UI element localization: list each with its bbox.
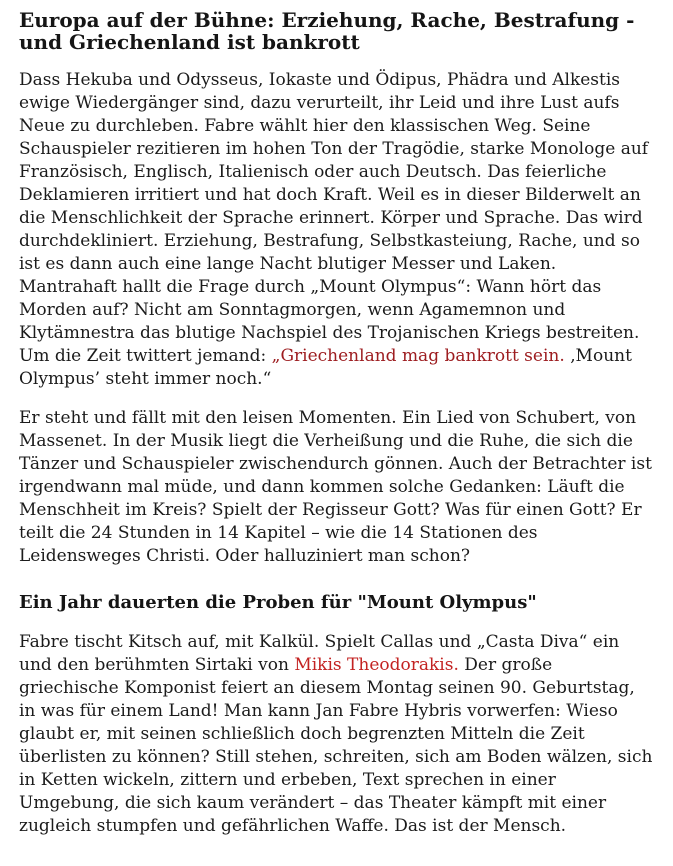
paragraph-text: Dass Hekuba und Odysseus, Iokaste und Ödipus, Phädra und Alkestis ewige Wiedergänger sind, dazu verurteilt, ihr Leid und ihre Lust aufs Neue zu durchleben. Fabre wählt hier den klassischen Weg. Seine Schauspieler rezitieren im hohen Ton der Tragödie, starke Monologe auf Französisch, Englisch, Italienisch oder auch Deutsch. Das feierliche Deklamieren irritiert und hat doch Kraft. Weil es in dieser Bilderwelt an die Menschlichkeit der Sprache erinnert. Körper und Sprache. Das wird durchdekliniert. Erziehung, Bestrafung, Selbstkasteiung, Rache, und so ist es dann auch eine lange Nacht blutiger Messer und Laken. Mantrahaft hallt die Frage durch „Mount Olympus“: Wann hört das Morden auf? Nicht am Sonntagmorgen, wenn Agamemnon und Klytämnestra das blutige Nachspiel des Trojanischen Kriegs bestreiten. Um die Zeit twittert jemand: <box>19 70 649 366</box>
paragraph-3 <box>19 631 655 838</box>
griechenland-bankrott-link[interactable]: „Griechenland mag bankrott sein. <box>271 346 565 366</box>
article <box>19 9 655 838</box>
article-headline: Europa auf der Bühne: Erziehung, Rache, Bestrafung - und Griechenland ist bankrott <box>19 8 635 54</box>
paragraph-1 <box>19 69 655 391</box>
article-body <box>19 69 655 838</box>
article-subheading: Ein Jahr dauerten die Proben für "Mount Olympus" <box>19 592 537 613</box>
paragraph-text: Der große griechische Komponist feiert an diesem Montag seinen 90. Geburtstag, in was für einem Land! Man kann Jan Fabre Hybris vorwerfen: Wieso glaubt er, mit seinen schließlich doch begrenzten Mitteln die Zeit überlisten zu können? Still stehen, schreiten, sich am Boden wälzen, sich in Ketten wickeln, zittern und erbeben, Text sprechen in einer Umgebung, die sich kaum verändert – das Theater kämpft mit einer zugleich stumpfen und gefährlichen Waffe. Das ist der Mensch. <box>19 655 653 836</box>
paragraph-text: ‚Mount Olympus’ steht immer noch.“ <box>19 346 632 389</box>
paragraph-text: Fabre tischt Kitsch auf, mit Kalkül. Spielt Callas und „Casta Diva“ ein und den berühmten Sirtaki von <box>19 632 620 675</box>
paragraph-text: Er steht und fällt mit den leisen Momenten. Ein Lied von Schubert, von Massenet. In der Musik liegt die Verheißung und die Ruhe, die sich die Tänzer und Schauspieler zwischendurch gönnen. Auch der Betrachter ist irgendwann mal müde, und dann kommen solche Gedanken: Läuft die Menschheit im Kreis? Spielt der Regisseur Gott? Was für einen Gott? Er teilt die 24 Stunden in 14 Kapitel – wie die 14 Stationen des Leidensweges Christi. Oder halluziniert man schon? <box>19 408 652 566</box>
mikis-theodorakis-link[interactable]: Mikis Theodorakis. <box>294 655 459 675</box>
paragraph-2 <box>19 407 655 568</box>
